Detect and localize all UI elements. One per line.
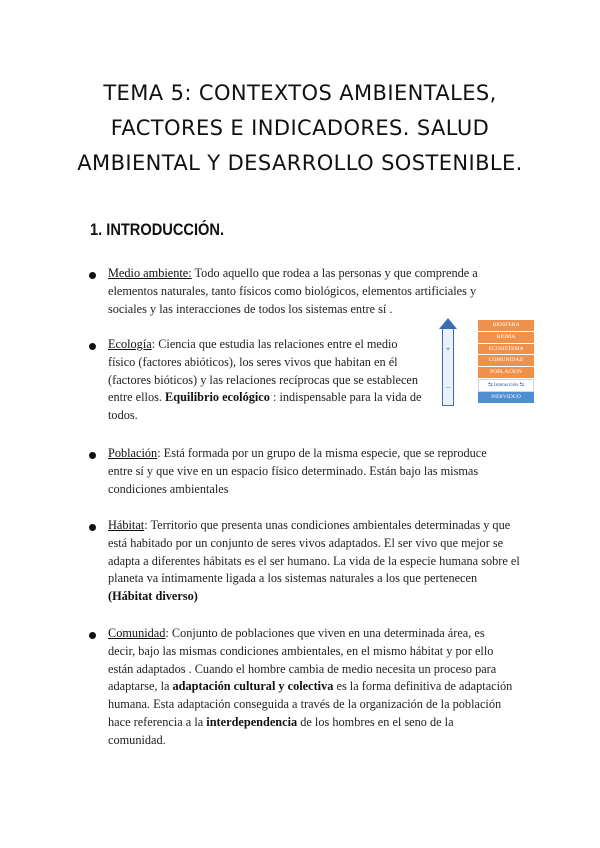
title-line-3: AMBIENTAL Y DESARROLLO SOSTENIBLE.: [77, 151, 523, 175]
level-bioma: BIOMA: [478, 332, 534, 344]
definition-text: : Conjunto de poblaciones que viven en una determinada área, es decir, bajo las mismas condiciones ambientales, en el mismo hábitat y por ello están adaptados . Cuando el hombre cambia de medio necesita un proceso para adaptarse, la: [108, 626, 497, 694]
level-ecosistema: ECOSISTEMA: [478, 344, 534, 356]
definition-text: : Ciencia que estudia las relaciones entre el medio físico (factores abióticos), los seres vivos que habitan en él (factores bióticos) y las relaciones recíprocas que se establecen entre ellos.: [108, 337, 419, 405]
definition-habitat: [108, 517, 524, 606]
levels-stack: [478, 320, 534, 404]
level-comunidad: COMUNIDAD: [478, 355, 534, 367]
title-line-2: FACTORES E INDICADORES. SALUD: [110, 116, 490, 140]
document-title: [48, 76, 552, 181]
plus-sign: +: [445, 346, 451, 353]
bullet-icon: [89, 632, 96, 639]
definition-text: es la forma definitiva de adaptación humana. Esta adaptación conseguida a través de la organización de la población hace referencia a la: [108, 679, 513, 729]
term-habitat: Hábitat: [108, 518, 145, 532]
bullet-icon: [89, 452, 96, 459]
definition-medio-ambiente: [108, 265, 513, 318]
term-poblacion: Población: [108, 446, 158, 460]
ecology-levels-diagram: [442, 318, 534, 408]
term-interdependencia: interdependencia: [206, 714, 298, 729]
arrow-shaft: [442, 328, 454, 406]
bullet-icon: [89, 343, 96, 350]
definition-poblacion: [108, 445, 513, 498]
level-interaccion: ⇆ Interacción ⇆: [478, 379, 534, 392]
term-comunidad: Comunidad: [108, 626, 166, 640]
term-adaptacion-cultural: adaptación cultural y colectiva: [172, 679, 334, 694]
definition-text: Todo aquello que rodea a las personas y que comprende a elementos naturales, tanto físicos como biológicos, elementos artificiales y sociales y las interacciones de todos los sistemas entre sí .: [108, 266, 478, 316]
definition-ecologia: [108, 336, 426, 425]
term-habitat-diverso: (Hábitat diverso): [108, 589, 198, 604]
title-line-1: TEMA 5: CONTEXTOS AMBIENTALES,: [103, 81, 497, 105]
definition-text: : indispensable para la vida de todos.: [108, 390, 422, 423]
definition-text: : Está formada por un grupo de la misma especie, que se reproduce entre sí y que vive en un espacio físico determinado. Están bajo las mismas condiciones ambientales: [108, 446, 487, 496]
term-ecologia: Ecología: [108, 337, 152, 351]
level-individuo: INDIVIDUO: [478, 392, 534, 404]
definition-comunidad: [108, 625, 514, 750]
definition-text: de los hombres en el seno de la comunidad.: [108, 714, 454, 747]
definition-text: : Territorio que presenta unas condiciones ambientales determinadas y que está habitado por un conjunto de seres vivos adaptados. El ser vivo que mejor se adapta a diferentes hábitats es el ser humano. La vida de la especie humana sobre el planeta va íntimamente ligada a los sistemas naturales a los que pertenecen: [108, 518, 520, 586]
level-poblacion: POBLACION: [478, 367, 534, 379]
bullet-icon: [89, 524, 96, 531]
section-heading: 1. INTRODUCCIÓN.: [90, 220, 225, 239]
term-medio-ambiente: Medio ambiente:: [108, 266, 192, 280]
minus-sign: −: [445, 384, 451, 391]
term-equilibrio-ecologico: Equilibrio ecológico: [165, 390, 270, 405]
bullet-icon: [89, 272, 96, 279]
level-biosfera: BIOSFERA: [478, 320, 534, 332]
